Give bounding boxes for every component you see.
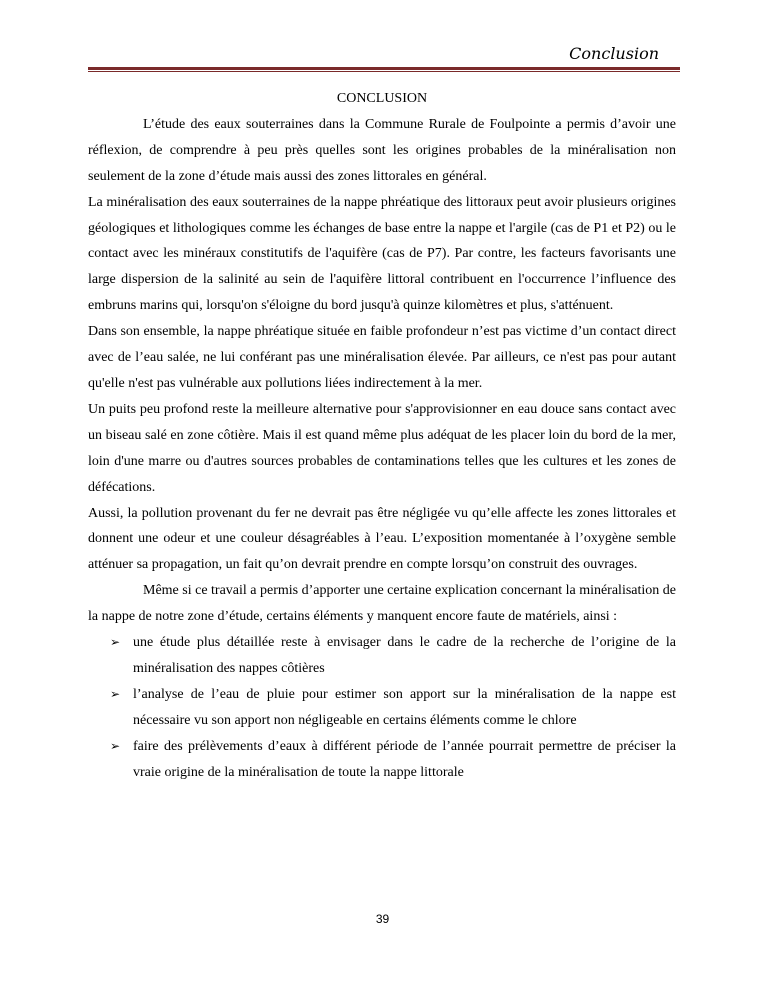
list-item (88, 682, 676, 734)
page-number: 39 (375, 912, 390, 926)
list-item (88, 630, 676, 682)
paragraph-nappe: Dans son ensemble, la nappe phréatique située en faible profondeur n’est pas victime d’un contact direct avec de l’eau salée, ne lui conférant pas une minéralisation élevée. Par ailleurs, ce n'est pas pour autant qu'elle n'est pas vulnérable aux pollutions liées indirectement à la mer. (88, 324, 676, 391)
list-item (88, 734, 676, 786)
paragraph-puits: Un puits peu profond reste la meilleure alternative pour s'approvisionner en eau douce sans contact avec un biseau salé en zone côtière. Mais il est quand même plus adéquat de les placer loin du bord de la mer, loin d'une marre ou d'autres sources probables de contaminations telles que les cultures et les zones de défécations. (88, 401, 676, 495)
arrow-bullet-icon: ➢ (110, 738, 121, 753)
paragraph-limites: Même si ce travail a permis d’apporter une certaine explication concernant la minéralisation de la nappe de notre zone d’étude, certains éléments y manquent encore faute de matériels, ainsi : (88, 583, 676, 625)
arrow-bullet-icon: ➢ (110, 635, 121, 650)
running-header-title: Conclusion (569, 44, 659, 63)
header-rule-thin (88, 71, 680, 72)
list-item-text: l’analyse de l’eau de pluie pour estimer son apport sur la minéralisation de la nappe est nécessaire vu son apport non négligeable en certains éléments comme le chlore (133, 686, 676, 728)
recommendation-list (88, 630, 676, 785)
paragraph-mineralisation: La minéralisation des eaux souterraines de la nappe phréatique des littoraux peut avoir plusieurs origines géologiques et lithologiques comme les échanges de base entre la nappe et l'argile (cas de P1 et P2) ou le contact avec les minéraux constitutifs de l'aquifère (cas de P7). Par contre, les facteurs favorisants une large dispersion de la salinité au sein de l'aquifère littoral contribuent en l'occurrence l’influence des embruns marins qui, lorsqu'on s'éloigne du bord jusqu'à quinze kilomètres et plus, s'atténuent. (88, 194, 676, 314)
paragraph-intro: L’étude des eaux souterraines dans la Commune Rurale de Foulpointe a permis d’avoir une réflexion, de comprendre à peu près quelles sont les origines probables de la minéralisation non seulement de la zone d’étude mais aussi des zones littorales en général. (88, 116, 676, 184)
arrow-bullet-icon: ➢ (110, 686, 121, 701)
header-rule-thick (88, 67, 680, 70)
paragraph-pollution: Aussi, la pollution provenant du fer ne devrait pas être négligée vu qu’elle affecte les zones littorales et donnent une odeur et une couleur désagréables à l’eau. L’exposition momentanée à l’oxygène semble atténuer sa propagation, un fait qu’on devrait prendre en compte lorsqu’on construit des ouvrages. (88, 505, 676, 573)
list-item-text: faire des prélèvements d’eaux à différent période de l’année pourrait permettre de préciser la vraie origine de la minéralisation de toute la nappe littorale (133, 738, 676, 780)
list-item-text: une étude plus détaillée reste à envisager dans le cadre de la recherche de l’origine de la minéralisation des nappes côtières (133, 635, 676, 676)
document-body (88, 86, 676, 785)
section-heading: CONCLUSION (336, 91, 428, 106)
